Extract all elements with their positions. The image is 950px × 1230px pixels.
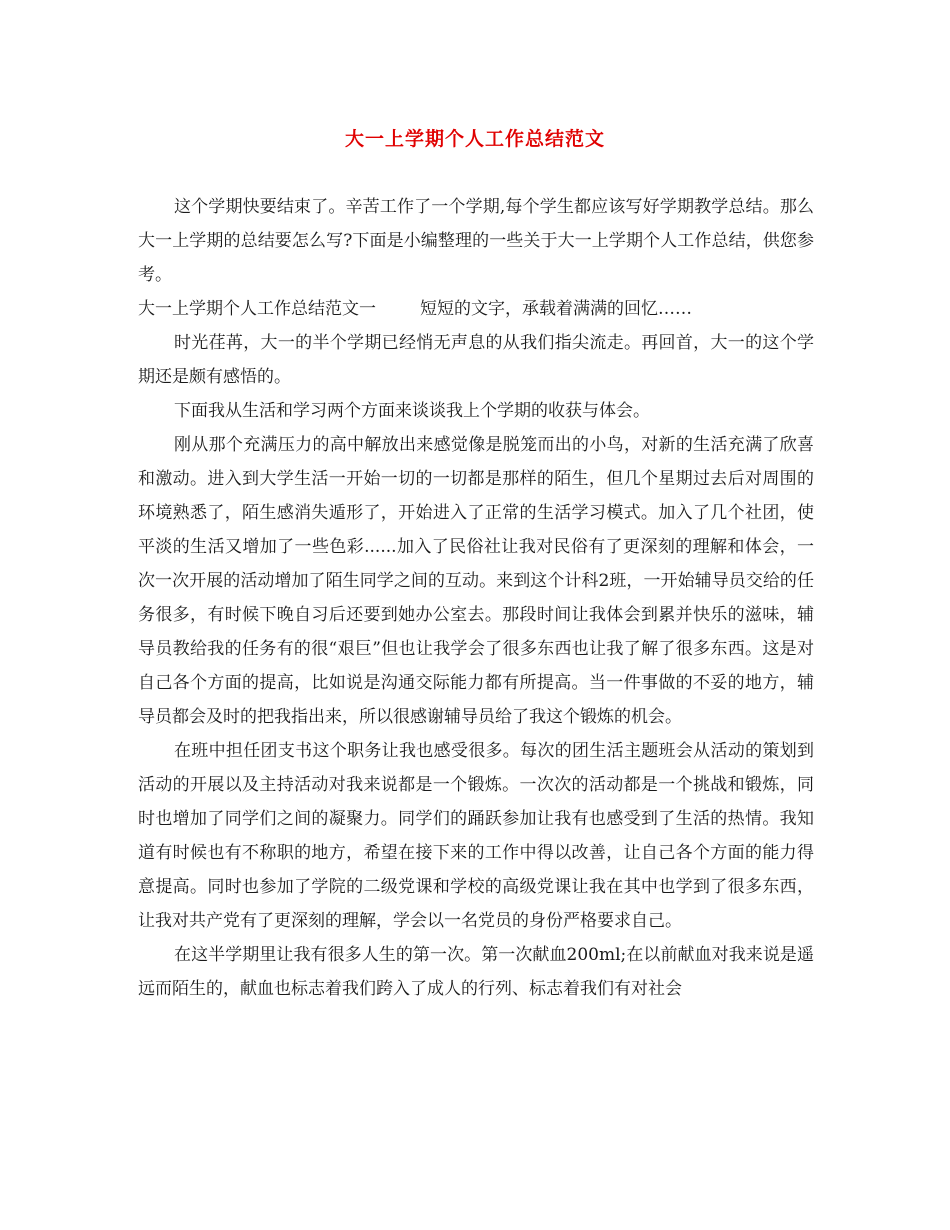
paragraph: 刚从那个充满压力的高中解放出来感觉像是脱笼而出的小鸟，对新的生活充满了欣喜和激动。进入到大学生活一开始一切的一切都是那样的陌生，但几个星期过去后对周围的环境熟悉了，陌生感消失遁形了，开始进入了正常的生活学习模式。加入了几个社团，使平淡的生活又增加了一些色彩......加入了民俗社让我对民俗有了更深刻的理解和体会，一次一次开展的活动增加了陌生同学之间的互动。来到这个计科2班，一开始辅导员交给的任务很多，有时候下晚自习后还要到她办公室去。那段时间让我体会到累并快乐的滋味，辅导员教给我的任务有的很“艰巨”但也让我学会了很多东西也让我了解了很多东西。这是对自己各个方面的提高，比如说是沟通交际能力都有所提高。当一件事做的不妥的地方，辅导员都会及时的把我指出来，所以很感谢辅导员给了我这个锻炼的机会。 xyxy=(138,435,814,727)
paragraph: 时光荏苒，大一的半个学期已经悄无声息的从我们指尖流走。再回首，大一的这个学期还是颇有感悟的。 xyxy=(138,333,814,387)
section-heading-line xyxy=(138,292,814,326)
intro-paragraph: 这个学期快要结束了。辛苦工作了一个学期,每个学生都应该写好学期教学总结。那么大一上学期的总结要怎么写?下面是小编整理的一些关于大一上学期个人工作总结，供您参考。 xyxy=(138,197,814,285)
paragraph: 在这半学期里让我有很多人生的第一次。第一次献血200ml;在以前献血对我来说是遥远而陌生的，献血也标志着我们跨入了成人的行列、标志着我们有对社会 xyxy=(138,945,814,999)
paragraph: 下面我从生活和学习两个方面来谈谈我上个学期的收获与体会。 xyxy=(174,401,650,421)
section-heading: 大一上学期个人工作总结范文一 xyxy=(138,299,376,319)
document-body xyxy=(138,190,814,1006)
document-title: 大一上学期个人工作总结范文 xyxy=(344,128,605,150)
section-subtitle: 短短的文字，承载着满满的回忆…… xyxy=(420,299,692,319)
paragraph: 在班中担任团支书这个职务让我也感受很多。每次的团生活主题班会从活动的策划到活动的开展以及主持活动对我来说都是一个锻炼。一次次的活动都是一个挑战和锻炼，同时也增加了同学们之间的凝聚力。同学们的踊跃参加让我有也感受到了生活的热情。我知道有时候也有不称职的地方，希望在接下来的工作中得以改善，让自己各个方面的能力得意提高。同时也参加了学院的二级党课和学校的高级党课让我在其中也学到了很多东西，让我对共产党有了更深刻的理解，学会以一名党员的身份严格要求自己。 xyxy=(138,741,814,931)
